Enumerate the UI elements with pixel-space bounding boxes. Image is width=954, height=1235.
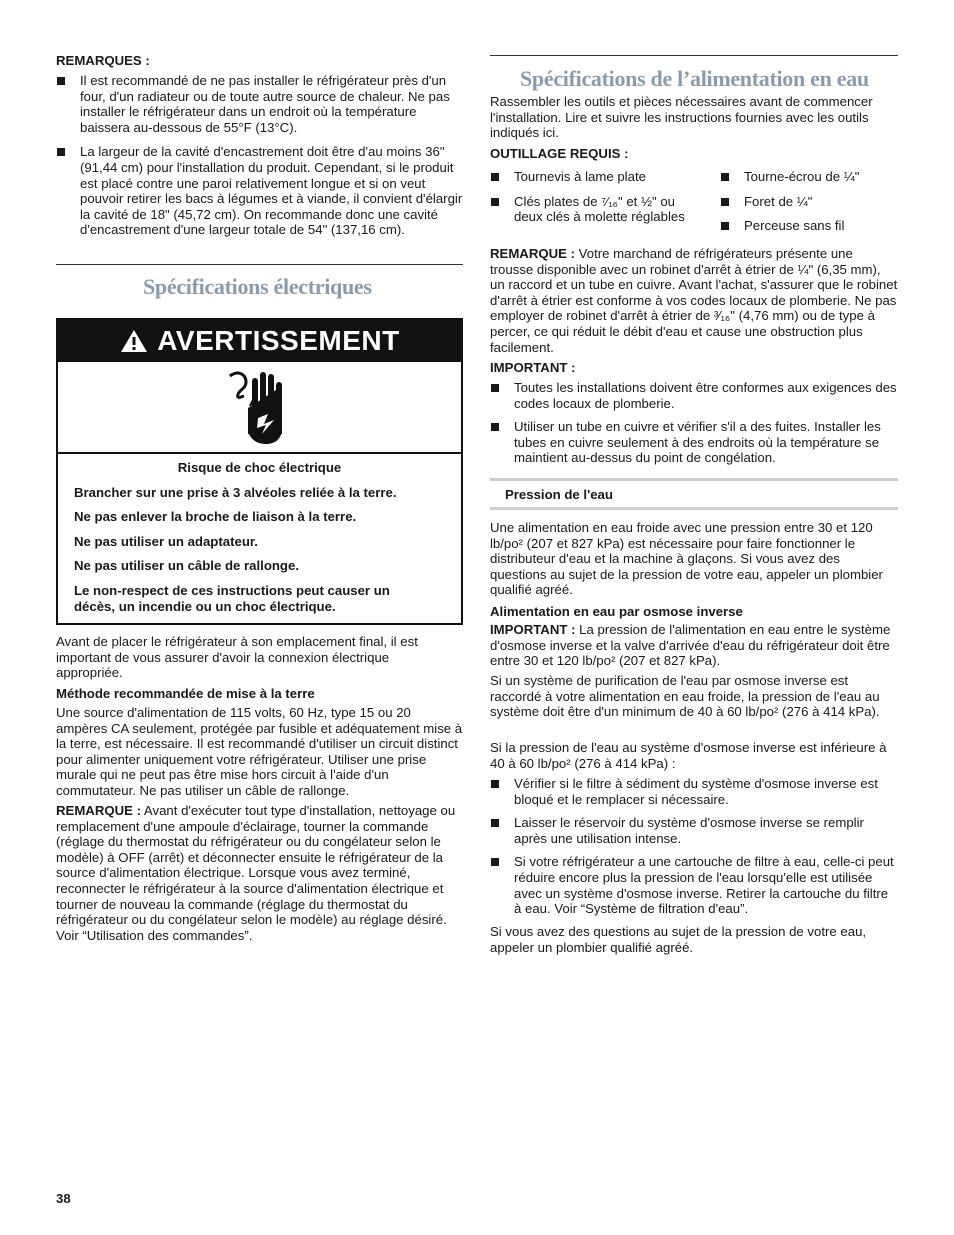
osmosis-list [490, 776, 898, 917]
tools-list-right [720, 169, 898, 234]
list-item: Clés plates de ⁷⁄₁₆" et ½" ou deux clés à molette réglables [490, 194, 705, 225]
tools-label: OUTILLAGE REQUIS : [490, 146, 629, 161]
warning-title-bar [58, 320, 461, 362]
osmosis-important-label: IMPORTANT : [490, 622, 576, 637]
section-divider [490, 55, 898, 56]
water-remarque-label: REMARQUE : [490, 246, 575, 261]
list-item: Perceuse sans fil [720, 218, 898, 234]
osmosis-paragraph-2: Si un système de purification de l'eau par osmose inverse est raccordé à votre alimentation en eau froide, la pression de l'eau au système doit être d'un minimum de 40 à 60 lb/po² (276 à 414 kPa). [490, 673, 880, 720]
pressure-heading: Pression de l'eau [505, 487, 613, 502]
list-item: Tourne-écrou de ¼" [720, 169, 898, 185]
section-divider [56, 264, 463, 265]
list-item: Laisser le réservoir du système d'osmose inverse se remplir après une utilisation intense. [490, 815, 898, 846]
water-remarque-text: Votre marchand de réfrigérateurs présente une trousse disponible avec un robinet d'arrêt à étrier de ¼" (6,35 mm), un raccord et un tube en cuivre. Avant l'achat, s'assurer que le robinet d'arrêt à étrier est conforme à vos codes locaux de plomberie. Ne pas employer de robinet d'arrêt à étrier de ³⁄₁₆" (4,76 mm) ou de type à percer, ce qui réduit le débit d'eau et cause une obstruction plus facilement. [490, 246, 898, 355]
warning-line-title: Risque de choc électrique [177, 460, 342, 475]
remarque2-paragraph [56, 803, 463, 943]
elec-heading: Spécifications électriques [143, 274, 372, 299]
list-item: Utiliser un tube en cuivre et vérifier s'il a des fuites. Installer les tubes en cuivre seulement à des endroits où la température se maintient au-dessus du point de congélation. [490, 419, 898, 466]
list-item: Foret de ¼" [720, 194, 898, 210]
method-text: Une source d'alimentation de 115 volts, 60 Hz, type 15 ou 20 ampères CA seulement, protégée par fusible et adéquatement mise à la terre, est nécessaire. Il est recommandé d'utiliser un circuit distinct pour alimenter uniquement votre réfrigérateur. Utiliser une prise murale qui ne peut pas être mise hors circuit à l'aide d'un commutateur. Ne pas utiliser un câble de rallonge. [56, 705, 463, 798]
list-item: Vérifier si le filtre à sédiment du système d'osmose inverse est bloqué et le remplacer si nécessaire. [490, 776, 898, 807]
osmosis-important-text: La pression de l'alimentation en eau entre le système d'osmose inverse et la valve d'arrivée d'eau du réfrigérateur doit être entre 30 et 120 lb/po² (207 et 827 kPa). [490, 622, 891, 669]
electric-shock-hand-icon [224, 368, 294, 448]
list-item: La largeur de la cavité d'encastrement doit être d'au moins 36" (91,44 cm) pour l'installation du produit. Cependant, si le produit est placé contre une paroi relativement longue et si on veut pouvoir retirer les bacs à légumes et à viande, il convient d'élargir la cavité de 18" (45,72 cm). On recommande donc une cavité d'encastrement d'une largeur totale de 54" (137,16 cm). [56, 144, 463, 238]
warning-box [56, 318, 463, 625]
shock-hazard-area [58, 362, 461, 454]
warning-line: Ne pas enlever la broche de liaison à la terre. [74, 509, 357, 525]
list-item: Il est recommandé de ne pas installer le réfrigérateur près d'un four, d'un radiateur ou de toute autre source de chaleur. Ne pas installer le réfrigérateur dans un endroit où la température baissera au-dessous de 55°F (13°C). [56, 73, 463, 135]
water-heading: Spécifications de l’alimentation en eau [520, 66, 869, 91]
remarques-list [56, 73, 463, 238]
closing-text: Si vous avez des questions au sujet de la pression de votre eau, appeler un plombier qualifié agréé. [490, 924, 867, 955]
warning-line: Le non-respect de ces instructions peut causer un décès, un incendie ou un choc électrique. [74, 582, 390, 614]
tools-list-left [490, 169, 705, 225]
warning-title: AVERTISSEMENT [157, 325, 400, 357]
warning-line: Ne pas utiliser un câble de rallonge. [74, 558, 299, 574]
remarque2-label: REMARQUE : [56, 803, 141, 818]
osmosis-paragraph-3: Si la pression de l'eau au système d'osmose inverse est inférieure à 40 à 60 lb/po² (276 à 414 kPa) : [490, 740, 887, 771]
water-remarque [490, 246, 898, 355]
warning-line: Ne pas utiliser un adaptateur. [74, 533, 258, 549]
osmosis-heading: Alimentation en eau par osmose inverse [490, 604, 743, 619]
osmosis-important [490, 622, 898, 669]
elec-intro: Avant de placer le réfrigérateur à son emplacement final, il est important de vous assurer d'avoir la connexion électrique appropriée. [56, 634, 418, 681]
pressure-text: Une alimentation en eau froide avec une pression entre 30 et 120 lb/po² (207 et 827 kPa) est nécessaire pour faire fonctionner le distributeur d'eau et la machine à glaçons. Si vous avez des questions au sujet de la pression de votre eau, appeler un plombier qualifié agréé. [490, 520, 883, 598]
important-list [490, 380, 898, 466]
list-item: Toutes les installations doivent être conformes aux exigences des codes locaux de plomberie. [490, 380, 898, 411]
remarques-label: REMARQUES : [56, 53, 150, 68]
pressure-heading-bar [490, 478, 898, 510]
warning-text [58, 454, 461, 614]
important-label: IMPORTANT : [490, 360, 576, 375]
list-item: Si votre réfrigérateur a une cartouche de filtre à eau, celle-ci peut réduire encore plus la pression de l'eau lorsqu'elle est utilisée avec un système d'osmose inverse. Retirer la cartouche du filtre à eau. Voir “Système de filtration d'eau”. [490, 854, 898, 916]
method-heading: Méthode recommandée de mise à la terre [56, 686, 315, 701]
page-number: 38 [56, 1191, 71, 1206]
water-intro: Rassembler les outils et pièces nécessaires avant de commencer l'installation. Lire et suivre les instructions fournies avec les outils indiqués ici. [490, 94, 873, 141]
list-item: Tournevis à lame plate [490, 169, 705, 185]
remarque2-text: Avant d'exécuter tout type d'installation, nettoyage ou remplacement d'une ampoule d'éclairage, tourner la commande (réglage du thermostat du réfrigérateur ou du congélateur selon le modèle) à OFF (arrêt) et déconnecter ensuite le réfrigérateur de la source d'alimentation électrique. Lorsque vous avez terminé, reconnecter le réfrigérateur à la source d'alimentation électrique et tourner de nouveau la commande (réglage du thermostat du réfrigérateur ou du congélateur selon le modèle) au réglage désiré. Voir “Utilisation des commandes”. [56, 803, 456, 943]
warning-triangle-icon [119, 328, 149, 354]
warning-line: Brancher sur une prise à 3 alvéoles reliée à la terre. [74, 484, 397, 500]
